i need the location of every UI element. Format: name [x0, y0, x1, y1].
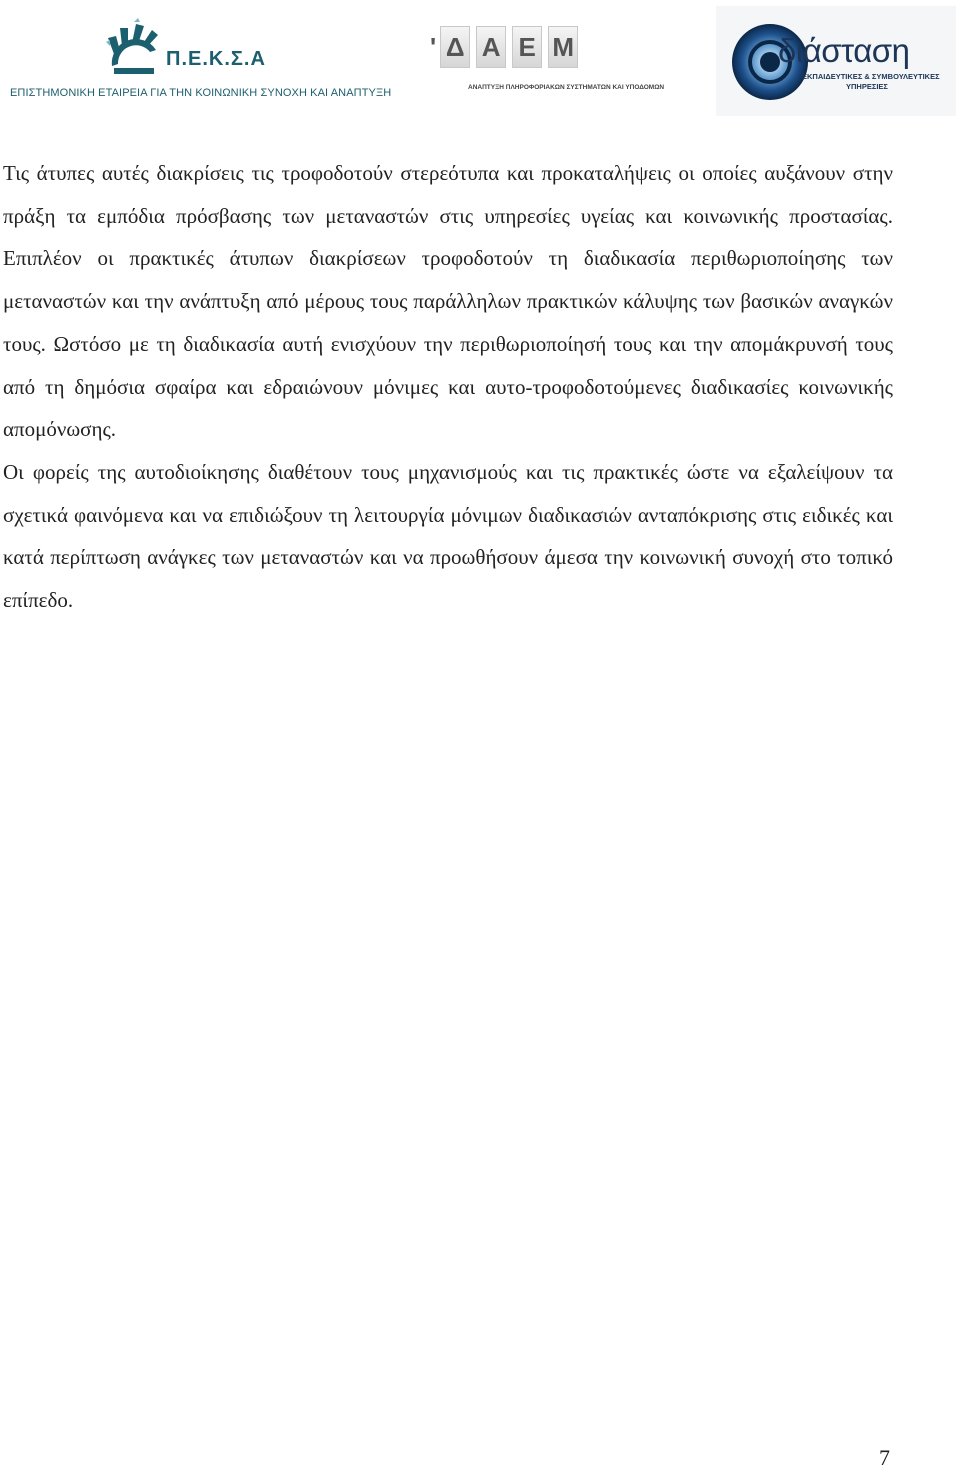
- daem-letter: Δ: [440, 26, 470, 68]
- diastasi-name: διάσταση: [778, 32, 910, 69]
- daem-logo: [428, 22, 665, 102]
- diastasi-logo: [716, 6, 956, 116]
- peksa-sunburst-icon: [104, 16, 164, 78]
- page-header: [0, 0, 960, 120]
- paragraph: Τις άτυπες αυτές διακρίσεις τις τροφοδοτούν στερεότυπα και προκαταλήψεις οι οποίες αυξάνουν στην πράξη τα εμπόδια πρόσβασης των μεταναστών στις υπηρεσίες υγείας και κοινωνικής προστασίας. Επιπλέον οι πρακτικές άτυπων διακρίσεων τροφοδοτούν τη διαδικασία περιθωριοποίησης των μεταναστών και την ανάπτυξη από μέρους τους παράλληλων πρακτικών κάλυψης των βασικών αναγκών τους. Ωστόσο με τη διαδικασία αυτή ενισχύουν την περιθωριοποίησή τους και την απομάκρυνσή τους από τη δημόσια σφαίρα και εδραιώνουν μόνιμες και αυτο-τροφοδοτούμενες διαδικασίες κοινωνικής απομόνωσης.: [3, 161, 893, 442]
- peksa-logo: [8, 14, 392, 106]
- daem-letter: Μ: [548, 26, 578, 68]
- peksa-tagline: ΕΠΙΣΤΗΜΟΝΙΚΗ ΕΤΑΙΡΕΙΑ ΓΙΑ ΤΗΝ ΚΟΙΝΩΝΙΚΗ ΣΥΝΟΧΗ ΚΑΙ ΑΝΑΠΤΥΞΗ: [10, 87, 392, 99]
- peksa-name: Π.Ε.Κ.Σ.Α: [166, 48, 266, 70]
- daem-tagline: ΑΝΑΠΤΥΞΗ ΠΛΗΡΟΦΟΡΙΑΚΩΝ ΣΥΣΤΗΜΑΤΩΝ ΚΑΙ ΥΠΟΔΟΜΩΝ: [468, 84, 665, 91]
- daem-letter: Α: [476, 26, 506, 68]
- document-body: [3, 152, 893, 622]
- daem-letter: Ε: [512, 26, 542, 68]
- daem-mark: ': [430, 31, 437, 62]
- page-number: 7: [879, 1445, 890, 1470]
- daem-letter-tiles: [430, 24, 584, 70]
- paragraph: Οι φορείς της αυτοδιοίκησης διαθέτουν τους μηχανισμούς και τις πρακτικές ώστε να εξαλείψουν τα σχετικά φαινόμενα και να επιδιώξουν τη λειτουργία μόνιμων διαδικασιών ανταπόκρισης στις ειδικές και κατά περίπτωση ανάγκες των μεταναστών και να προωθήσουν άμεσα την κοινωνική συνοχή στο τοπικό επίπεδο.: [3, 459, 893, 613]
- diastasi-tagline-line1: ΕΚΠΑΙΔΕΥΤΙΚΕΣ & ΣΥΜΒΟΥΛΕΥΤΙΚΕΣ: [802, 72, 940, 81]
- diastasi-tagline-line2: ΥΠΗΡΕΣΙΕΣ: [846, 82, 888, 91]
